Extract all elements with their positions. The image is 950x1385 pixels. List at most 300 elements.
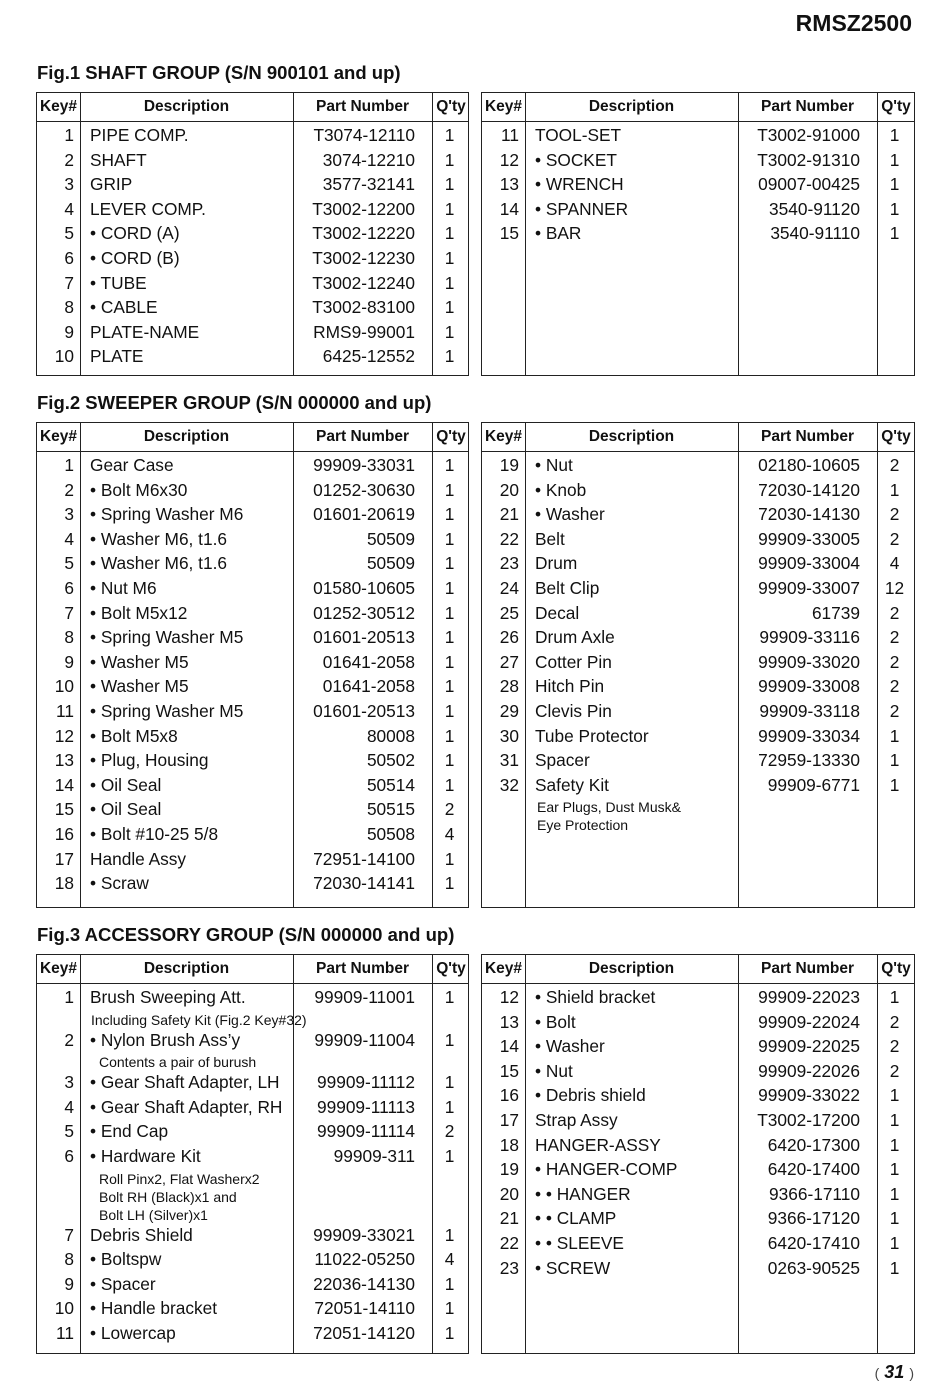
description-cell: • • CLAMP — [535, 1208, 617, 1229]
part-number-cell: T3074-12110 — [313, 125, 415, 145]
key-cell: 26 — [499, 627, 519, 648]
qty-cell: 1 — [889, 1183, 900, 1204]
qty-cell: 2 — [889, 504, 900, 525]
part-number-cell: 99909-311 — [333, 1145, 415, 1166]
qty-cell: 1 — [444, 774, 455, 795]
part-number-cell: 50509 — [366, 528, 415, 549]
fig2-title: Fig.2 SWEEPER GROUP (S/N 000000 and up) — [37, 392, 432, 413]
description-cell: • TUBE — [90, 272, 147, 293]
key-cell: 5 — [64, 1121, 74, 1142]
description-cell: Clevis Pin — [535, 700, 612, 721]
key-cell: 6 — [64, 1145, 74, 1166]
table-row — [482, 503, 914, 528]
description-cell: • Nut M6 — [90, 577, 157, 598]
description-cell: Gear Case — [90, 455, 174, 475]
key-cell: 31 — [499, 750, 519, 771]
key-cell: 22 — [499, 528, 519, 549]
description-note: Including Safety Kit (Fig.2 Key#32) — [91, 1011, 307, 1028]
key-cell: 23 — [499, 1257, 519, 1278]
part-number-cell: 72051-14120 — [313, 1322, 415, 1343]
header-desc: Description — [143, 428, 230, 445]
qty-cell: 1 — [889, 774, 900, 795]
table-row — [37, 848, 468, 873]
description-note: Contents a pair of burush — [99, 1054, 257, 1071]
key-cell: 7 — [64, 1224, 74, 1245]
qty-cell: 4 — [444, 823, 455, 844]
part-number-cell: 99909-33118 — [759, 700, 860, 721]
description-cell: LEVER COMP. — [90, 198, 206, 219]
fig2-left-table — [36, 422, 469, 908]
key-cell: 2 — [64, 149, 74, 170]
table-row — [37, 1273, 468, 1298]
part-number-cell: 50514 — [366, 774, 415, 795]
part-number-cell: 09007-00425 — [758, 174, 860, 195]
part-number-cell: 99909-22026 — [758, 1060, 860, 1081]
part-number-cell: T3002-17200 — [757, 1109, 860, 1130]
key-cell: 23 — [499, 553, 519, 574]
key-cell: 14 — [54, 774, 74, 795]
table-row — [482, 626, 914, 651]
key-cell: 4 — [64, 528, 74, 549]
table-row — [37, 1248, 468, 1273]
key-cell: 12 — [499, 987, 519, 1007]
qty-cell: 1 — [444, 455, 455, 475]
table-row — [37, 479, 468, 504]
qty-cell: 1 — [889, 1208, 900, 1229]
part-number-cell: 99909-22023 — [758, 987, 860, 1007]
table-row — [37, 626, 468, 651]
key-cell: 9 — [64, 321, 74, 342]
part-number-cell: 6425-12552 — [322, 346, 415, 367]
description-cell: • Spring Washer M5 — [90, 627, 244, 648]
key-cell: 14 — [499, 198, 519, 219]
table-row — [482, 1011, 914, 1036]
qty-cell: 2 — [889, 627, 900, 648]
key-cell: 29 — [499, 700, 519, 721]
qty-cell: 1 — [889, 1085, 900, 1106]
description-cell: Decal — [535, 602, 580, 623]
table-row — [37, 198, 468, 223]
part-number-cell: 50508 — [366, 823, 415, 844]
part-number-cell: 99909-33004 — [758, 553, 860, 574]
qty-cell: 1 — [889, 1232, 900, 1253]
fig3-title: Fig.3 ACCESSORY GROUP (S/N 000000 and up) — [37, 924, 455, 945]
part-number-cell: 0263-90525 — [767, 1257, 860, 1278]
part-number-cell: 99909-33031 — [313, 455, 415, 475]
description-cell: • SCREW — [535, 1257, 611, 1278]
model-number: RMSZ2500 — [795, 10, 912, 36]
table-row — [37, 345, 468, 370]
key-cell: 6 — [64, 577, 74, 598]
fig1-title: Fig.1 SHAFT GROUP (S/N 900101 and up) — [37, 62, 401, 83]
part-number-cell: 3074-12210 — [322, 149, 415, 170]
table-row — [482, 222, 914, 247]
key-cell: 1 — [64, 125, 74, 145]
part-number-cell: 99909-22024 — [758, 1011, 860, 1032]
header-part: Part Number — [760, 428, 855, 445]
part-number-cell: 3540-91110 — [770, 223, 860, 244]
qty-cell: 1 — [444, 1322, 455, 1343]
table-row — [37, 1297, 468, 1322]
table-row — [37, 222, 468, 247]
qty-cell: 2 — [889, 676, 900, 697]
qty-cell: 4 — [889, 553, 900, 574]
part-number-cell: RMS9-99001 — [313, 321, 415, 342]
description-cell: • End Cap — [90, 1121, 169, 1142]
description-note: Ear Plugs, Dust Musk& — [537, 799, 681, 816]
table-row — [37, 675, 468, 700]
table-body — [482, 124, 914, 247]
part-number-cell: 61739 — [811, 602, 860, 623]
part-number-cell: 99909-11113 — [316, 1096, 415, 1117]
header-qty: Q'ty — [436, 960, 466, 977]
table-row — [37, 296, 468, 321]
description-cell: • Bolt M6x30 — [90, 479, 188, 500]
header-qty: Q'ty — [881, 960, 911, 977]
table-row — [37, 577, 468, 602]
table-body — [482, 454, 914, 834]
description-cell: • Bolt M5x8 — [90, 725, 178, 746]
table-row — [37, 149, 468, 174]
table-row — [37, 321, 468, 346]
key-cell: 30 — [499, 725, 519, 746]
key-cell: 10 — [54, 346, 74, 367]
description-cell: • Bolt — [535, 1011, 576, 1032]
table-body — [37, 454, 468, 897]
header-key: Key# — [484, 98, 523, 115]
part-number-cell: 72959-13330 — [758, 750, 860, 771]
header-key: Key# — [39, 428, 78, 445]
table-row — [482, 479, 914, 504]
part-number-cell: 01641-2058 — [322, 651, 415, 672]
description-cell: Cotter Pin — [535, 651, 612, 672]
table-row — [482, 651, 914, 676]
key-cell: 17 — [499, 1109, 519, 1130]
qty-cell: 1 — [889, 725, 900, 746]
header-desc: Description — [588, 960, 675, 977]
table-row — [37, 1120, 468, 1145]
table-row — [482, 528, 914, 553]
description-note: Eye Protection — [537, 817, 629, 834]
description-cell: • Nut — [535, 455, 573, 475]
table-row — [482, 1232, 914, 1257]
table-row — [482, 602, 914, 627]
part-number-cell: 3577-32141 — [322, 174, 415, 195]
key-cell: 10 — [54, 676, 74, 697]
part-number-cell: 6420-17300 — [767, 1134, 860, 1155]
key-cell: 7 — [64, 602, 74, 623]
header-part: Part Number — [760, 98, 855, 115]
key-cell: 8 — [64, 1249, 74, 1270]
qty-cell: 1 — [444, 1145, 455, 1166]
description-cell: PIPE COMP. — [90, 125, 189, 145]
qty-cell: 1 — [889, 198, 900, 219]
qty-cell: 1 — [444, 125, 455, 145]
header-desc: Description — [143, 98, 230, 115]
part-number-cell: T3002-12220 — [312, 223, 415, 244]
table-row — [482, 725, 914, 750]
key-cell: 17 — [54, 848, 74, 869]
table-row — [482, 1084, 914, 1109]
table-row — [37, 774, 468, 799]
key-cell: 20 — [499, 479, 519, 500]
table-row — [37, 1224, 468, 1249]
part-number-cell: 01252-30512 — [313, 602, 415, 623]
qty-cell: 4 — [444, 1249, 455, 1270]
part-number-cell: T3002-83100 — [312, 297, 415, 318]
part-number-cell: 01601-20619 — [313, 504, 415, 525]
qty-cell: 12 — [884, 577, 905, 598]
key-cell: 19 — [499, 1159, 519, 1180]
description-cell: • Plug, Housing — [90, 750, 209, 771]
table-row — [482, 1158, 914, 1183]
description-note: Roll Pinx2, Flat Washerx2 — [99, 1170, 260, 1187]
header-desc: Description — [143, 960, 230, 977]
description-cell: • Nut — [535, 1060, 573, 1081]
part-number-cell: 99909-33021 — [313, 1224, 415, 1245]
qty-cell: 1 — [889, 1109, 900, 1130]
part-number-cell: 6420-17400 — [767, 1159, 860, 1180]
qty-cell: 1 — [889, 174, 900, 195]
description-cell: • Scraw — [90, 873, 149, 894]
part-number-cell: 50509 — [366, 553, 415, 574]
qty-cell: 1 — [444, 1273, 455, 1294]
key-cell: 4 — [64, 1096, 74, 1117]
key-cell: 1 — [64, 987, 74, 1007]
key-cell: 18 — [54, 873, 74, 894]
part-number-cell: T3002-91310 — [757, 149, 860, 170]
part-number-cell: 3540-91120 — [769, 198, 860, 219]
table-row — [482, 1207, 914, 1232]
description-cell: • Bolt M5x12 — [90, 602, 188, 623]
table-row — [482, 700, 914, 725]
table-row — [482, 749, 914, 774]
description-cell: SHAFT — [90, 149, 147, 170]
part-number-cell: 80008 — [366, 725, 415, 746]
description-cell: • HANGER-COMP — [535, 1159, 678, 1180]
header-part: Part Number — [315, 960, 410, 977]
header-desc: Description — [588, 428, 675, 445]
description-cell: • CABLE — [90, 297, 158, 318]
qty-cell: 1 — [889, 750, 900, 771]
description-cell: • Oil Seal — [90, 799, 162, 820]
qty-cell: 1 — [889, 125, 900, 145]
qty-cell: 1 — [444, 504, 455, 525]
key-cell: 11 — [56, 1322, 74, 1343]
key-cell: 24 — [499, 577, 519, 598]
header-key: Key# — [39, 98, 78, 115]
header-qty: Q'ty — [436, 428, 466, 445]
key-cell: 16 — [499, 1085, 519, 1106]
part-number-cell: 99909-33008 — [758, 676, 860, 697]
table-row — [37, 602, 468, 627]
key-cell: 25 — [499, 602, 519, 623]
table-row — [482, 774, 914, 799]
part-number-cell: 99909-33005 — [758, 528, 860, 549]
qty-cell: 1 — [444, 1298, 455, 1319]
qty-cell: 1 — [444, 651, 455, 672]
part-number-cell: 01601-20513 — [313, 700, 415, 721]
table-row — [37, 872, 468, 897]
header-key: Key# — [484, 960, 523, 977]
key-cell: 9 — [64, 1273, 74, 1294]
qty-cell: 1 — [444, 321, 455, 342]
qty-cell: 1 — [444, 1072, 455, 1093]
table-row — [37, 700, 468, 725]
table-row — [37, 503, 468, 528]
part-number-cell: 99909-11004 — [314, 1029, 415, 1050]
description-cell: • Washer M6, t1.6 — [90, 553, 227, 574]
description-cell: • Washer — [535, 1036, 605, 1057]
part-number-cell: 72030-14141 — [313, 873, 415, 894]
part-number-cell: 99909-6771 — [767, 774, 860, 795]
qty-cell: 1 — [444, 987, 455, 1007]
description-cell: HANGER-ASSY — [535, 1134, 661, 1155]
description-cell: Debris Shield — [90, 1224, 193, 1245]
description-cell: • SOCKET — [535, 149, 617, 170]
qty-cell: 1 — [889, 479, 900, 500]
qty-cell: 2 — [889, 602, 900, 623]
part-number-cell: 01252-30630 — [313, 479, 415, 500]
description-cell: • Spring Washer M6 — [90, 504, 244, 525]
key-cell: 15 — [499, 1060, 519, 1081]
table-row — [37, 749, 468, 774]
part-number-cell: 99909-11001 — [314, 987, 415, 1007]
key-cell: 14 — [499, 1036, 519, 1057]
table-row — [37, 528, 468, 553]
qty-cell: 2 — [444, 799, 455, 820]
key-cell: 5 — [64, 223, 74, 244]
part-number-cell: 99909-22025 — [758, 1036, 860, 1057]
qty-cell: 1 — [444, 272, 455, 293]
key-cell: 16 — [54, 823, 74, 844]
description-cell: • • SLEEVE — [535, 1232, 624, 1253]
part-number-cell: 72030-14130 — [758, 504, 860, 525]
header-part: Part Number — [315, 98, 410, 115]
key-cell: 4 — [64, 198, 74, 219]
part-number-cell: 99909-33020 — [758, 651, 860, 672]
table-row — [37, 1071, 468, 1096]
description-cell: • Lowercap — [90, 1322, 176, 1343]
fig2-right-table — [481, 422, 915, 908]
qty-cell: 1 — [889, 223, 900, 244]
key-cell: 22 — [499, 1232, 519, 1253]
key-cell: 11 — [501, 125, 519, 145]
key-cell: 3 — [64, 1072, 74, 1093]
qty-cell: 1 — [444, 750, 455, 771]
key-cell: 21 — [499, 504, 519, 525]
qty-cell: 1 — [444, 479, 455, 500]
header-key: Key# — [39, 960, 78, 977]
description-cell: • Handle bracket — [90, 1298, 218, 1319]
key-cell: 21 — [499, 1208, 519, 1229]
description-cell: • Nylon Brush Ass’y — [90, 1029, 241, 1050]
key-cell: 13 — [54, 750, 74, 771]
qty-cell: 1 — [444, 700, 455, 721]
table-row — [37, 823, 468, 848]
key-cell: 8 — [64, 627, 74, 648]
qty-cell: 2 — [444, 1121, 455, 1142]
table-row — [37, 651, 468, 676]
header-desc: Description — [588, 98, 675, 115]
description-cell: • Gear Shaft Adapter, LH — [90, 1072, 280, 1093]
part-number-cell: 50502 — [366, 750, 415, 771]
table-row — [482, 149, 914, 174]
key-cell: 9 — [64, 651, 74, 672]
fig1-right-table — [481, 92, 915, 376]
description-cell: • Washer M6, t1.6 — [90, 528, 227, 549]
page-number: ( 31 ) — [874, 1362, 914, 1382]
qty-cell: 1 — [444, 297, 455, 318]
key-cell: 13 — [499, 1011, 519, 1032]
qty-cell: 1 — [444, 553, 455, 574]
description-cell: Drum — [535, 553, 578, 574]
description-cell: Strap Assy — [535, 1109, 618, 1130]
table-row — [37, 1096, 468, 1121]
part-number-cell: 99909-33007 — [758, 577, 860, 598]
key-cell: 15 — [54, 799, 74, 820]
qty-cell: 2 — [889, 1060, 900, 1081]
key-cell: 20 — [499, 1183, 519, 1204]
description-cell: Hitch Pin — [535, 676, 605, 697]
qty-cell: 1 — [444, 848, 455, 869]
table-row — [482, 454, 914, 479]
qty-cell: 2 — [889, 700, 900, 721]
description-cell: • CORD (A) — [90, 223, 180, 244]
qty-cell: 1 — [444, 627, 455, 648]
qty-cell: 1 — [889, 149, 900, 170]
description-cell: Spacer — [535, 750, 590, 771]
table-row — [37, 986, 468, 1011]
key-cell: 28 — [499, 676, 519, 697]
part-number-cell: 6420-17410 — [767, 1232, 860, 1253]
part-number-cell: T3002-12200 — [312, 198, 415, 219]
description-cell: • Washer — [535, 504, 605, 525]
description-cell: Safety Kit — [535, 774, 609, 795]
qty-cell: 1 — [889, 1134, 900, 1155]
part-number-cell: 72951-14100 — [313, 848, 415, 869]
table-row — [37, 725, 468, 750]
key-cell: 2 — [64, 1029, 74, 1050]
key-cell: 32 — [499, 774, 519, 795]
header-part: Part Number — [315, 428, 410, 445]
fig3-left-table — [36, 954, 469, 1354]
description-cell: • Gear Shaft Adapter, RH — [90, 1096, 283, 1117]
table-row — [482, 173, 914, 198]
qty-cell: 1 — [444, 577, 455, 598]
table-row — [37, 798, 468, 823]
key-cell: 12 — [499, 149, 519, 170]
key-cell: 19 — [499, 455, 519, 475]
fig3-right-table — [481, 954, 915, 1354]
part-number-cell: 9366-17110 — [769, 1183, 860, 1204]
key-cell: 15 — [499, 223, 519, 244]
part-number-cell: 11022-05250 — [314, 1249, 415, 1270]
key-cell: 1 — [64, 455, 74, 475]
table-row — [482, 552, 914, 577]
table-row — [482, 1257, 914, 1282]
part-number-cell: 99909-11112 — [316, 1072, 415, 1093]
qty-cell: 1 — [444, 1224, 455, 1245]
description-cell: • Knob — [535, 479, 587, 500]
table-row — [482, 1060, 914, 1085]
part-number-cell: 99909-33034 — [758, 725, 860, 746]
qty-cell: 1 — [444, 676, 455, 697]
table-row — [37, 247, 468, 272]
description-cell: • Spacer — [90, 1273, 156, 1294]
key-cell: 11 — [56, 700, 74, 721]
key-cell: 13 — [499, 174, 519, 195]
